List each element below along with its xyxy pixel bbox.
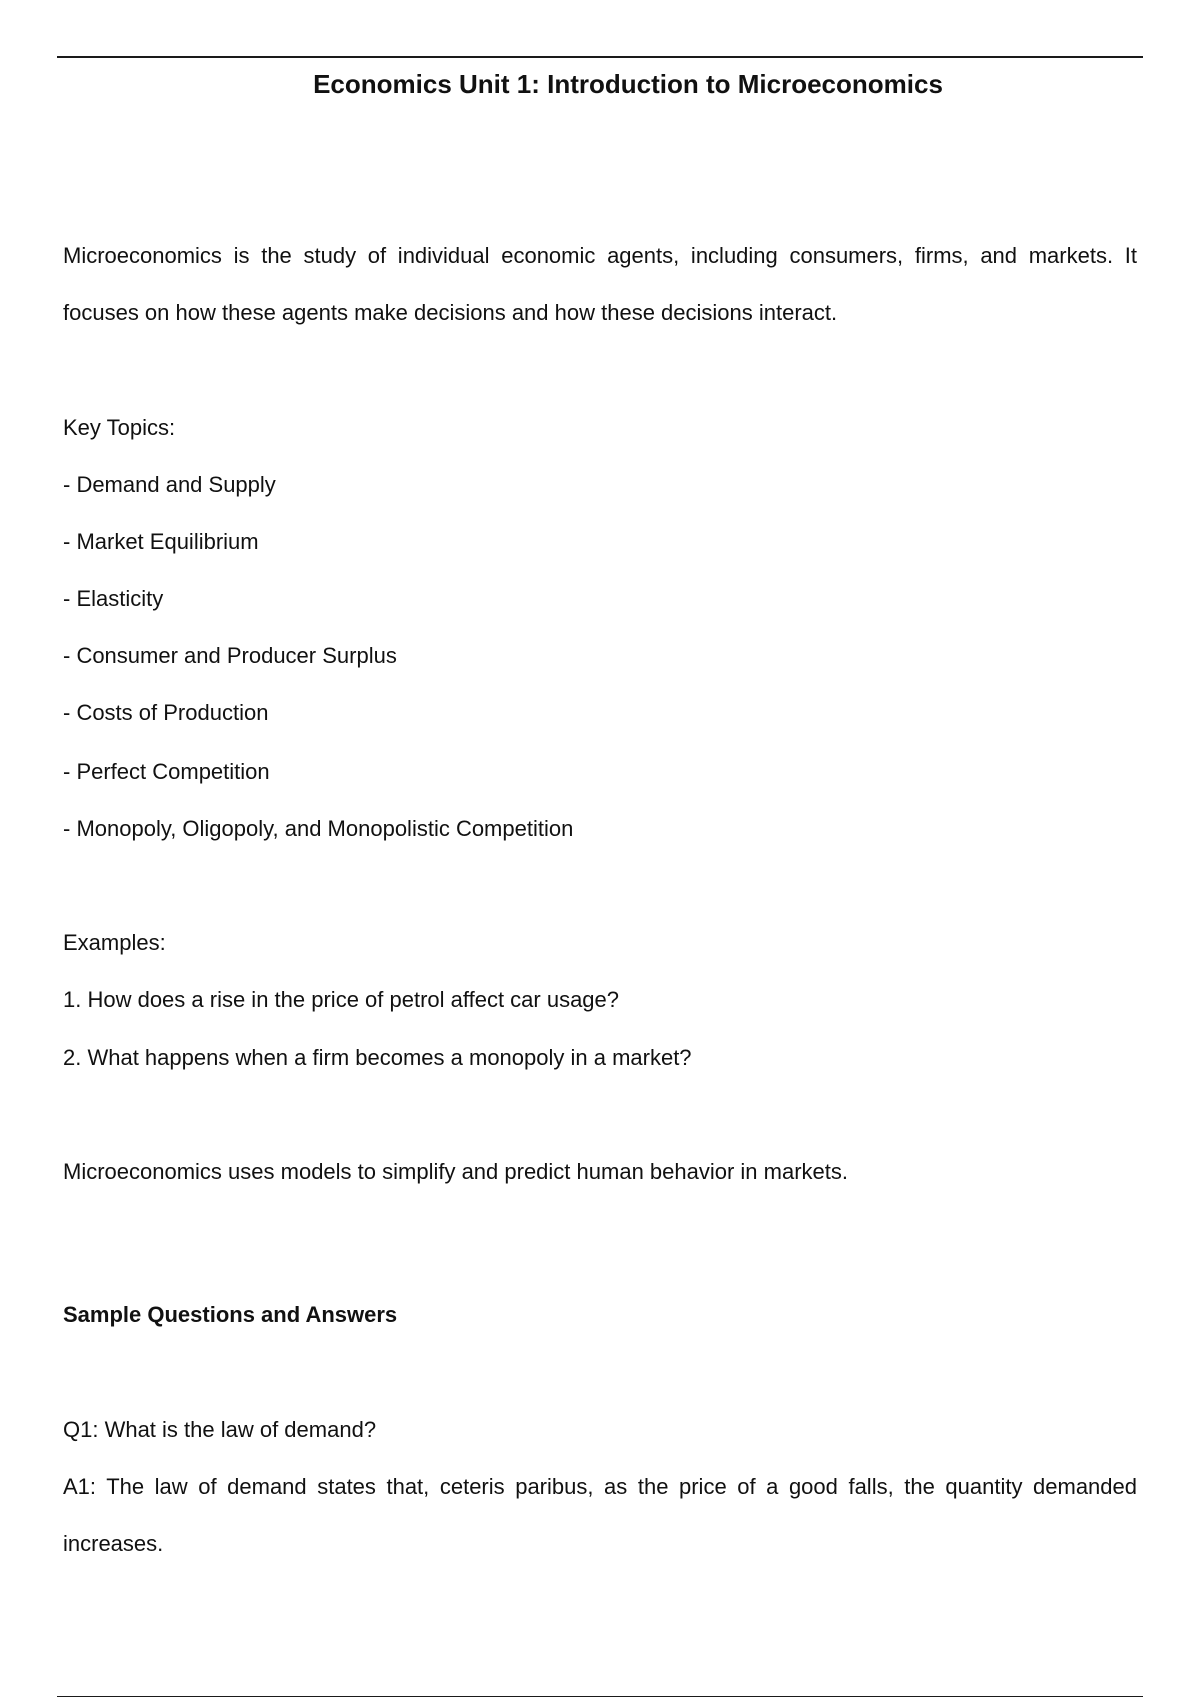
list-item: 1. How does a rise in the price of petrol affect car usage? [63,987,620,1012]
list-item: - Costs of Production [63,700,269,725]
examples-heading: Examples: [63,930,166,955]
list-item: - Monopoly, Oligopoly, and Monopolistic Competition [63,816,574,841]
list-item: - Consumer and Producer Surplus [63,643,397,668]
list-item: - Demand and Supply [63,472,276,497]
answer-1: A1: The law of demand states that, ceteris paribus, as the price of a good falls, the quantity demanded increases. [63,1474,1137,1556]
list-item: 2. What happens when a firm becomes a monopoly in a market? [63,1045,692,1070]
list-item: - Elasticity [63,586,164,611]
models-note: Microeconomics uses models to simplify and predict human behavior in markets. [63,1159,848,1184]
list-item: - Market Equilibrium [63,529,259,554]
list-item: - Perfect Competition [63,759,270,784]
document-title: Economics Unit 1: Introduction to Microeconomics [313,69,943,99]
question-1: Q1: What is the law of demand? [63,1417,377,1442]
bottom-rule [57,1696,1143,1697]
qa-heading: Sample Questions and Answers [63,1302,398,1327]
top-rule [57,56,1143,58]
key-topics-heading: Key Topics: [63,415,176,440]
intro-paragraph: Microeconomics is the study of individual economic agents, including consumers, firms, and markets. It focuses on how these agents make decisions and how these decisions interact. [63,243,1137,325]
